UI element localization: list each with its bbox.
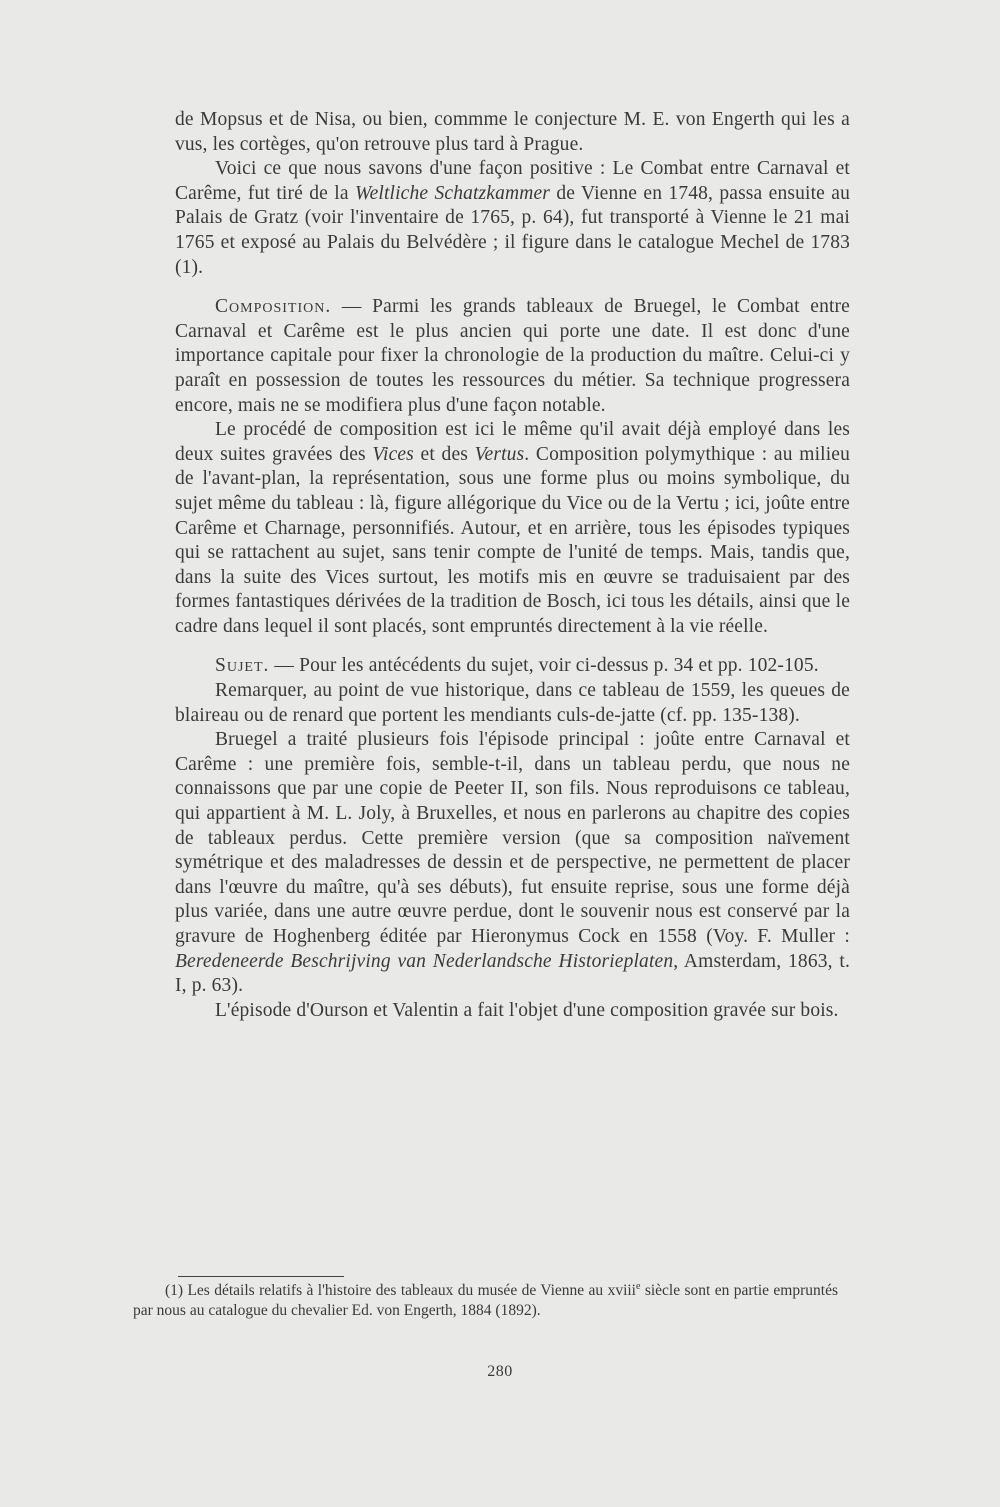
page-number: 280 bbox=[487, 1363, 513, 1380]
section-heading-sujet: Sujet. bbox=[215, 655, 270, 677]
paragraph-1: de Mopsus et de Nisa, ou bien, commme le conjecture M. E. von Engerth qui les a vus, les cortèges, qu'on retrouve plus tard à Prague. bbox=[175, 109, 850, 155]
italic-vices: Vices bbox=[372, 443, 414, 465]
footnote: (1) Les détails relatifs à l'histoire des tableaux du musée de Vienne au xviii$^e$ siècle sont en partie empruntés par nous au catalogue du chevalier Ed. von Engerth, 1884 (1892). bbox=[133, 1280, 838, 1319]
italic-reference-title: Beredeneerde Beschrijving van Nederlandsche Historieplaten bbox=[175, 950, 674, 972]
paragraph-4: Le procédé de composition est ici le même qu'il avait déjà employé dans les deux suites gravées des Vices et des Vertus. Composition polymythique : au milieu de l'avant-plan, la représentation, sous une forme plus ou moins symbolique, du sujet même du tableau : là, figure allégorique du Vice ou de la Vertu ; ici, joûte entre Carême et Charnage, personnifiés. Autour, et en arrière, tous les épisodes typiques qui se rattachent au sujet, sans tenir compte de l'unité de temps. Mais, tandis que, dans la suite des Vices surtout, les motifs mis en œuvre se traduisaient par des formes fantastiques dérivées de la tradition de Bosch, ici tous les détails, ainsi que le cadre dans lequel il sont placés, sont empruntés directement à la vie réelle. bbox=[175, 419, 850, 637]
footnote-divider bbox=[178, 1276, 344, 1277]
paragraph-8: L'épisode d'Ourson et Valentin a fait l'objet d'une composition gravée sur bois. bbox=[215, 999, 839, 1021]
body-text bbox=[175, 108, 850, 1023]
paragraph-composition: Composition. — Parmi les grands tableaux de Bruegel, le Combat entre Carnaval et Carême est le plus ancien qui porte une date. Il est donc d'une importance capitale pour fixer la chronologie de la production du maître. Celui-ci y paraît en possession de toutes les ressources du métier. Sa technique progressera encore, mais ne se modifiera plus d'une façon notable. bbox=[175, 296, 850, 416]
paragraph-2: Voici ce que nous savons d'une façon positive : Le Combat entre Carnaval et Carême, fut tiré de la Weltliche Schatzkammer de Vienne en 1748, passa ensuite au Palais de Gratz (voir l'inventaire de 1765, p. 64), fut transporté à Vienne le 21 mai 1765 et exposé au Palais du Belvédère ; il figure dans le catalogue Mechel de 1783 (1). bbox=[175, 158, 850, 278]
section-heading-composition: Composition. bbox=[215, 296, 332, 318]
paragraph-6: Remarquer, au point de vue historique, dans ce tableau de 1559, les queues de blaireau ou de renard que portent les mendiants culs-de-jatte (cf. pp. 135-138). bbox=[175, 680, 850, 726]
italic-vertus: Vertus bbox=[474, 443, 525, 465]
italic-title: Weltliche Schatzkammer bbox=[354, 182, 551, 204]
paragraph-7: Bruegel a traité plusieurs fois l'épisode principal : joûte entre Carnaval et Carême : une première fois, semble-t-il, dans un tableau perdu, que nous ne connaissons que par une copie de Peeter II, son fils. Nous reproduisons ce tableau, qui appartient à M. L. Joly, à Bruxelles, et nous en parlerons au chapitre des copies de tableaux perdus. Cette première version (que sa composition naïvement symétrique et des maladresses de dessin et de perspective, ne permettent de placer dans l'œuvre du maître, qu'à ses débuts), fut ensuite reprise, sous une forme déjà plus variée, dans une autre œuvre perdue, dont le souvenir nous est conservé par la gravure de Hoghenberg éditée par Hieronymus Cock en 1558 (Voy. F. Muller : Beredeneerde Beschrijving van Nederlandsche Historieplaten, Amsterdam, 1863, t. I, p. 63). bbox=[175, 729, 850, 997]
paragraph-sujet: Sujet. — Pour les antécédents du sujet, voir ci-dessus p. 34 et pp. 102-105. bbox=[215, 655, 819, 677]
